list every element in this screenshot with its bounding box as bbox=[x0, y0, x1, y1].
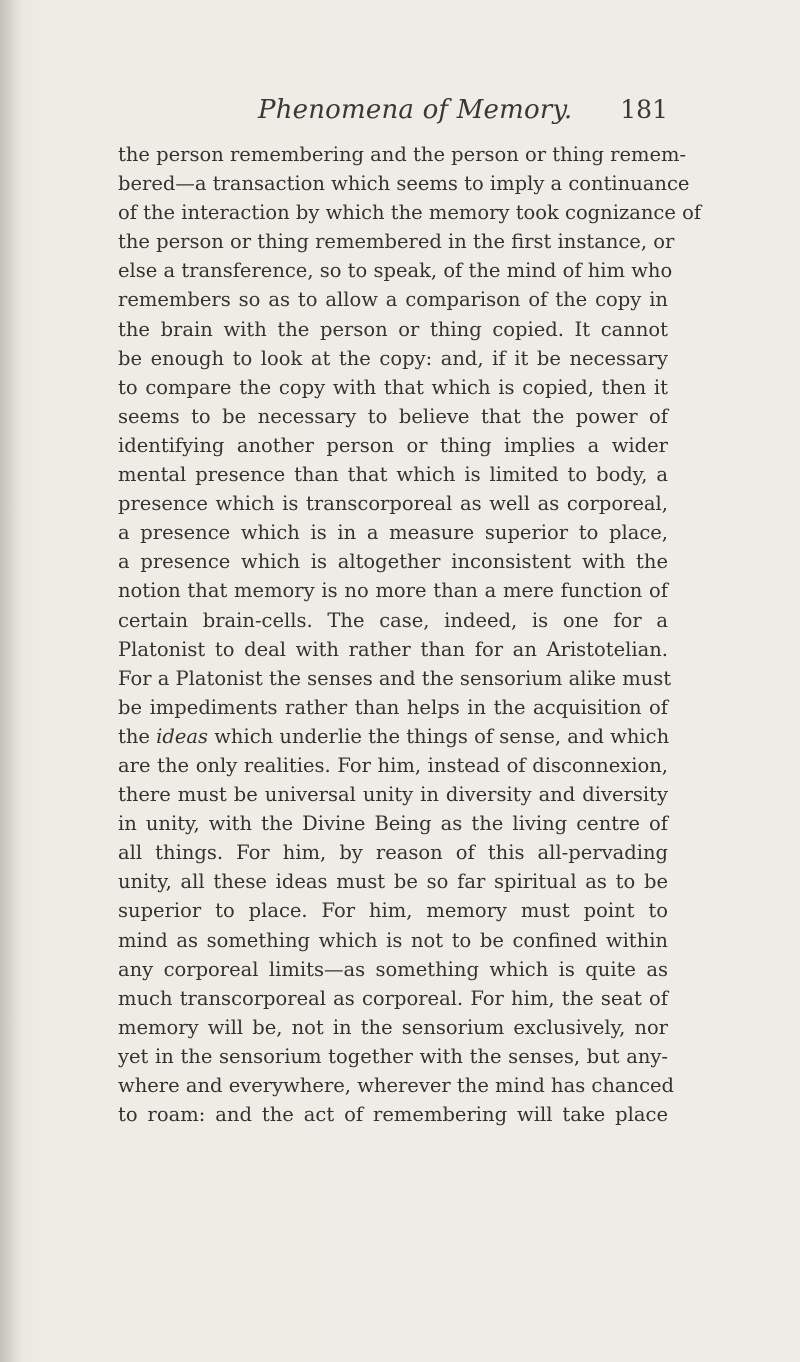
text-fragment: which underlie the things of sense, and which bbox=[208, 724, 670, 748]
text-line: there must be universal unity in diversity and diversity bbox=[118, 783, 668, 807]
text-line: the person remembering and the person or thing remem- bbox=[118, 143, 687, 166]
page-header bbox=[118, 95, 668, 135]
text-line: bered—a transaction which seems to imply a continuance bbox=[118, 172, 690, 196]
text-line: seems to be necessary to believe that the power of bbox=[118, 404, 668, 428]
text-line: to roam: and the act of remembering will take place bbox=[118, 1103, 668, 1127]
text-line: Platonist to deal with rather than for an Aristotelian. bbox=[118, 637, 668, 661]
text-line: memory will be, not in the sensorium exclusively, nor bbox=[118, 1015, 668, 1039]
running-title: Phenomena of Memory. bbox=[258, 95, 573, 125]
text-line: identifying another person or thing implies a wider bbox=[118, 433, 668, 457]
text-line: of the interaction by which the memory took cognizance of bbox=[118, 201, 702, 225]
text-line: the person or thing remembered in the first instance, or bbox=[118, 230, 675, 254]
text-line: notion that memory is no more than a mere function of bbox=[118, 579, 668, 603]
body-text bbox=[118, 140, 702, 1129]
text-line: are the only realities. For him, instead of disconnexion, bbox=[118, 753, 668, 777]
text-line: all things. For him, by reason of this all-pervading bbox=[118, 841, 668, 865]
text-line: unity, all these ideas must be so far spiritual as to be bbox=[118, 870, 668, 894]
text-line: to compare the copy with that which is copied, then it bbox=[118, 375, 668, 399]
text-line: For a Platonist the senses and the sensorium alike must bbox=[118, 666, 672, 690]
text-line: in unity, with the Divine Being as the living centre of bbox=[118, 812, 668, 836]
text-line: presence which is transcorporeal as well as corporeal, bbox=[118, 492, 668, 516]
page-number: 181 bbox=[620, 95, 668, 124]
text-line: a presence which is in a measure superior to place, bbox=[118, 521, 668, 545]
text-line: else a transference, so to speak, of the mind of him who bbox=[118, 259, 673, 283]
binding-gutter-shadow bbox=[0, 0, 22, 1362]
text-line: certain brain-cells. The case, indeed, is one for a bbox=[118, 608, 668, 632]
text-line: mental presence than that which is limited to body, a bbox=[118, 463, 668, 487]
text-line: be impediments rather than helps in the acquisition of bbox=[118, 695, 668, 719]
text-line: mind as something which is not to be confined within bbox=[118, 928, 668, 952]
text-line: much transcorporeal as corporeal. For him, the seat of bbox=[118, 986, 668, 1010]
text-line: yet in the sensorium together with the senses, but any- bbox=[118, 1044, 668, 1068]
text-fragment: the bbox=[118, 724, 157, 748]
italic-word: ideas bbox=[156, 724, 209, 748]
text-line: superior to place. For him, memory must point to bbox=[118, 899, 668, 923]
text-line: a presence which is altogether inconsistent with the bbox=[118, 550, 668, 574]
text-line: any corporeal limits—as something which is quite as bbox=[118, 957, 668, 981]
text-line: be enough to look at the copy: and, if it be necessary bbox=[118, 346, 668, 370]
text-line: the brain with the person or thing copied. It cannot bbox=[118, 317, 668, 341]
text-line: where and everywhere, wherever the mind has chanced bbox=[118, 1074, 675, 1097]
text-line-with-italic bbox=[118, 722, 668, 751]
text-line: remembers so as to allow a comparison of the copy in bbox=[118, 288, 668, 312]
